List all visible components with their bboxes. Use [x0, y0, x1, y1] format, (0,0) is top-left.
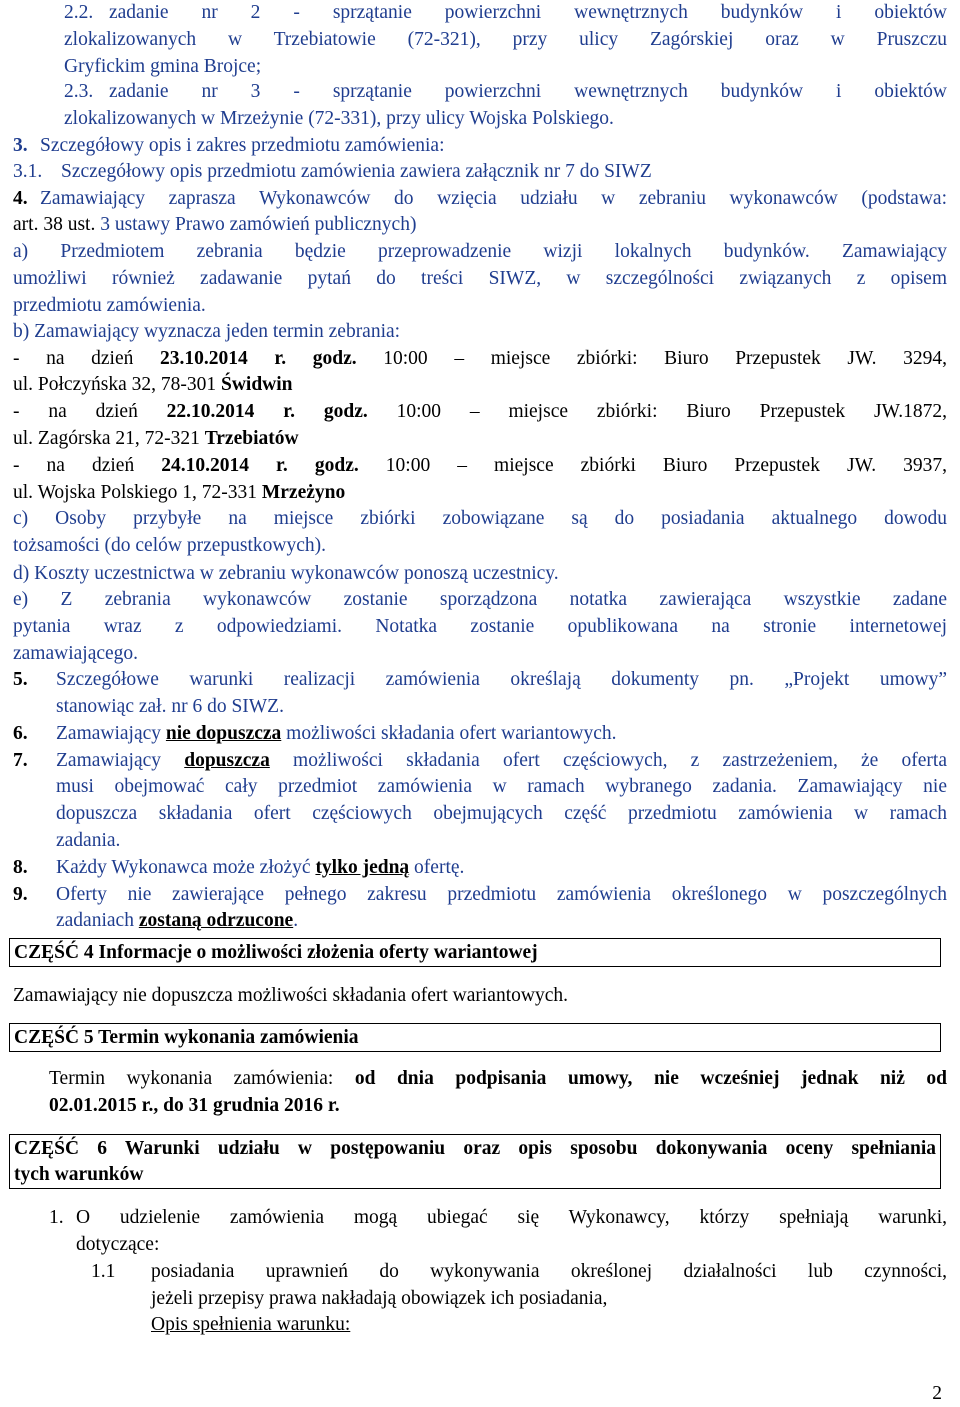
city-text: Świdwin: [220, 374, 293, 395]
text-run: ul. Wojska Polskiego 1, 72-331: [13, 482, 262, 503]
date-text: 02.01.2015 r.: [49, 1095, 154, 1116]
text-run: Zamawiający: [56, 723, 166, 744]
paragraph-line: zlokalizowanych w Trzebiatowie (72-321), przy ulicy Zagórskiej oraz w Pruszczu: [64, 29, 947, 50]
heading-line: CZĘŚĆ 6 Warunki udziału w postępowaniu oraz opis sposobu dokonywania oceny spełniania: [14, 1138, 936, 1159]
text-run: – miejsce zbiórki: Biuro Przepustek JW. 3294,: [427, 348, 947, 369]
text-run: art. 38 ust.: [13, 214, 96, 235]
paragraph-line: zlokalizowanych w Mrzeżynie (72-331), przy ulicy Wojska Polskiego.: [64, 108, 614, 129]
city-text: Trzebiatów: [204, 428, 299, 449]
text-run: – miejsce zbiórki Biuro Przepustek JW. 3937,: [430, 455, 947, 476]
section-text: Oferty nie zawierające pełnego zakresu przedmiotu zamówienia określonego w poszczególnych: [56, 884, 947, 905]
emphasis-text: zostaną odrzucone: [138, 910, 294, 931]
meeting-date-2: [13, 399, 947, 426]
paragraph-line: [151, 1312, 947, 1339]
text-run: ofertę.: [409, 857, 465, 878]
section-text: [56, 855, 464, 882]
text-run: możliwości składania ofert wariantowych.: [281, 723, 617, 744]
text-run: - na dzień: [13, 401, 167, 422]
text-run: – miejsce zbiórki: Biuro Przepustek JW.1872,: [441, 401, 947, 422]
item-text: zadanie nr 2 - sprzątanie powierzchni wewnętrznych budynków i obiektów: [109, 2, 947, 23]
text-run: 3 ustawy Prawo zamówień publicznych): [95, 214, 417, 235]
item-number: 2.2.: [64, 2, 94, 23]
text-run: Każdy Wykonawca może złożyć: [56, 857, 316, 878]
part-4-heading: CZĘŚĆ 4 Informacje o możliwości złożenia oferty wariantowej: [9, 938, 941, 967]
paragraph-line: jeżeli przepisy prawa nakładają obowiązek ich posiadania,: [151, 1288, 608, 1309]
emphasis-text: nie dopuszcza: [165, 723, 282, 744]
time-text: 10:00: [358, 455, 431, 476]
text-run: - na dzień: [13, 455, 162, 476]
text-run: zadaniach: [56, 910, 139, 931]
paragraph-line: dopuszcza składania ofert częściowych obejmujących część przedmiotu zamówienia w ramach: [56, 803, 947, 824]
text-run: Termin wykonania zamówienia:: [49, 1068, 355, 1089]
text-run: Zamawiający: [56, 750, 185, 771]
time-text: 10:00: [367, 401, 441, 422]
section-number: 3.1.: [13, 161, 43, 182]
meeting-date-1: [13, 346, 947, 373]
paragraph-line: stanowiąc zał. nr 6 do SIWZ.: [56, 696, 284, 717]
paragraph-line: tożsamości (do celów przepustkowych).: [13, 535, 326, 556]
paragraph-line: a) Przedmiotem zebrania będzie przeprowadzenie wizji lokalnych budynków. Zamawiający: [13, 241, 947, 262]
paragraph-line: zadania.: [56, 830, 121, 851]
meeting-address-1: [13, 372, 947, 399]
section-text: Szczegółowy opis i zakres przedmiotu zamówienia:: [40, 135, 445, 156]
part-6-heading: [9, 1134, 941, 1189]
completion-term-dates: [49, 1093, 947, 1120]
item-number: 2.3.: [64, 81, 94, 102]
section-number: 5.: [13, 669, 28, 690]
text-run: ul. Połczyńska 32, 78-301: [13, 374, 221, 395]
meeting-date-3: [13, 453, 947, 480]
text-run: .: [293, 910, 299, 931]
paragraph-line: przedmiotu zamówienia.: [13, 295, 206, 316]
emphasis-text: od dnia podpisania umowy, nie wcześniej jednak niż od: [354, 1068, 948, 1089]
paragraph-line: c) Osoby przybyłe na miejsce zbiórki zobowiązane są do posiadania aktualnego dowodu: [13, 508, 947, 529]
item-text: posiadania uprawnień do wykonywania określonej działalności lub czynności,: [151, 1261, 947, 1282]
paragraph-line: umożliwi również zadawanie pytań do treści SIWZ, w szczególności związanych z opisem: [13, 268, 947, 289]
paragraph-line: dotyczące:: [76, 1234, 160, 1255]
paragraph-line: e) Z zebrania wykonawców zostanie sporządzona notatka zawierająca wszystkie zadane: [13, 589, 947, 610]
text-run: ul. Zagórska 21, 72-321: [13, 428, 205, 449]
completion-term: [49, 1066, 947, 1093]
part-5-heading: CZĘŚĆ 5 Termin wykonania zamówienia: [9, 1023, 941, 1052]
meeting-address-3: [13, 480, 947, 507]
section-text: Zamawiający zaprasza Wykonawców do wzięcia udziału w zebraniu wykonawców (podstawa:: [40, 188, 947, 209]
paragraph-line: b) Zamawiający wyznacza jeden termin zebrania:: [13, 321, 401, 342]
paragraph-line: d) Koszty uczestnictwa w zebraniu wykonawców ponoszą uczestnicy.: [13, 563, 559, 584]
time-text: 10:00: [356, 348, 428, 369]
section-number: 7.: [13, 750, 28, 771]
section-number: 4.: [13, 188, 28, 209]
section-text: Szczegółowy opis przedmiotu zamówienia zawiera załącznik nr 7 do SIWZ: [61, 161, 652, 182]
underlined-text: Opis spełnienia warunku:: [151, 1314, 351, 1335]
heading-line: tych warunków: [14, 1164, 144, 1185]
paragraph-line: [56, 908, 947, 935]
text-run: , do: [153, 1095, 189, 1116]
city-text: Mrzeżyno: [261, 482, 346, 503]
paragraph-line: Gryfickim gmina Brojce;: [64, 56, 262, 77]
section-number: 6.: [13, 723, 28, 744]
paragraph-line: musi obejmować cały przedmiot zamówienia w ramach wybranego zadania. Zamawiający nie: [56, 776, 947, 797]
date-text: 22.10.2014 r. godz.: [166, 401, 368, 422]
emphasis-text: dopuszcza: [184, 750, 270, 771]
meeting-address-2: [13, 426, 947, 453]
paragraph-line: [13, 212, 947, 239]
text-run: możliwości składania ofert częściowych, z zastrzeżeniem, że oferta: [269, 750, 947, 771]
text-run: - na dzień: [13, 348, 161, 369]
emphasis-text: tylko jedną: [315, 857, 410, 878]
section-text: [56, 748, 947, 775]
section-text: [56, 721, 616, 748]
section-text: Szczegółowe warunki realizacji zamówienia określają dokumenty pn. „Projekt umowy”: [56, 669, 947, 690]
date-text: 23.10.2014 r. godz.: [160, 348, 357, 369]
item-text: O udzielenie zamówienia mogą ubiegać się Wykonawcy, którzy spełniają warunki,: [76, 1207, 947, 1228]
section-number: 8.: [13, 857, 28, 878]
item-text: zadanie nr 3 - sprzątanie powierzchni wewnętrznych budynków i obiektów: [109, 81, 947, 102]
section-number: 9.: [13, 884, 28, 905]
date-text: 31 grudnia 2016 r.: [188, 1095, 340, 1116]
page-number: 2: [932, 1383, 942, 1404]
paragraph-line: Zamawiający nie dopuszcza możliwości składania ofert wariantowych.: [13, 985, 568, 1006]
paragraph-line: zamawiającego.: [13, 643, 139, 664]
item-number: 1.: [49, 1207, 64, 1228]
section-number: 3.: [13, 135, 28, 156]
date-text: 24.10.2014 r. godz.: [161, 455, 359, 476]
item-number: 1.1: [91, 1261, 116, 1282]
paragraph-line: pytania wraz z odpowiedziami. Notatka zostanie opublikowana na stronie internetowej: [13, 616, 947, 637]
